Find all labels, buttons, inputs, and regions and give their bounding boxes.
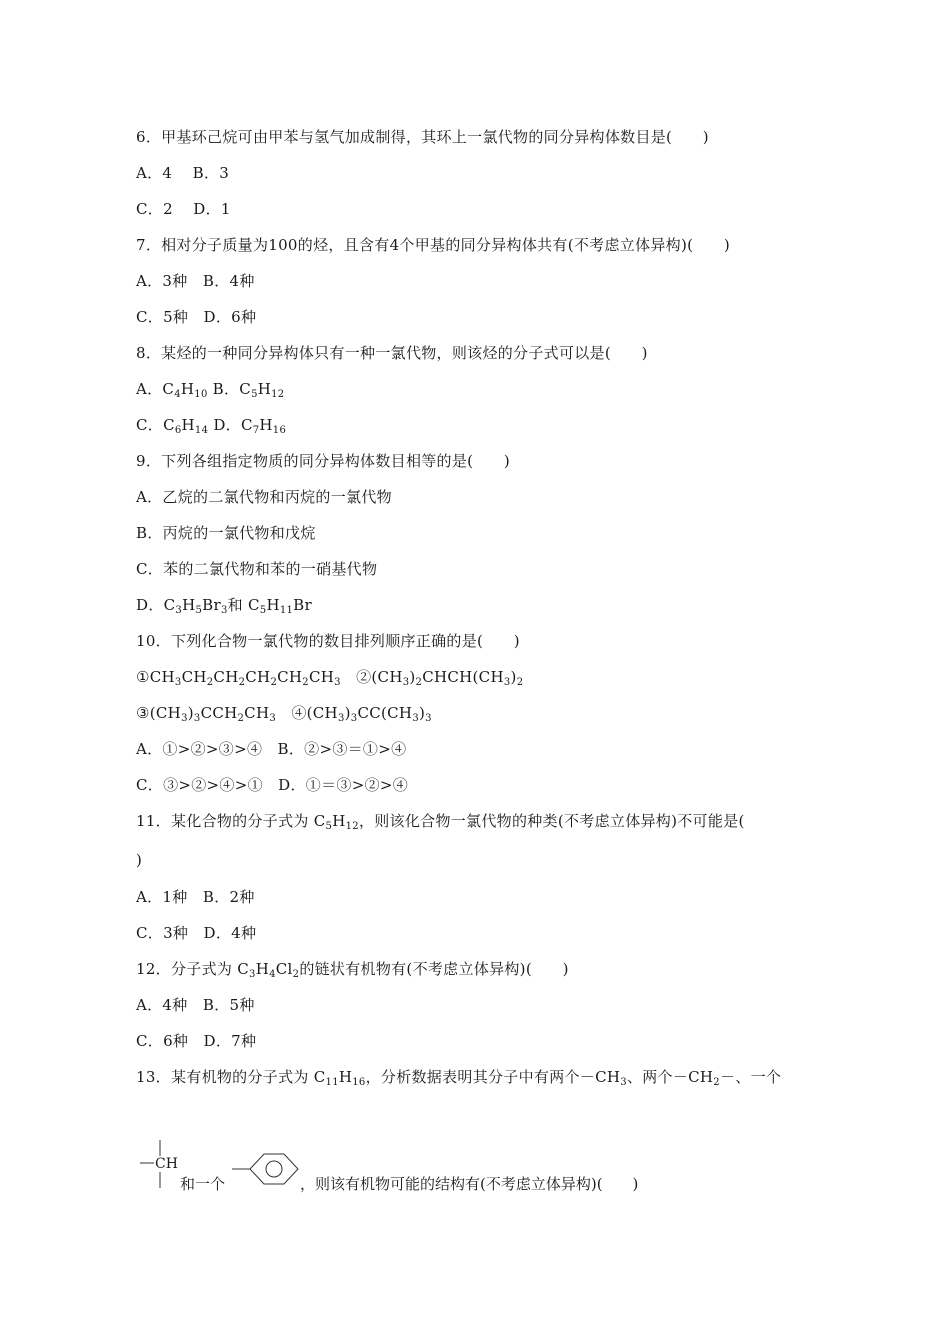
question-13-tail-text: ，则该有机物可能的结构有(不考虑立体异构)( ) <box>300 1175 639 1193</box>
question-9-option-a: A．乙烷的二氯代物和丙烷的一氯代物 <box>136 488 392 506</box>
question-13-mid-text: 和一个 <box>180 1175 226 1193</box>
ch-label: CH <box>155 1156 178 1172</box>
question-9-stem: 9．下列各组指定物质的同分异构体数目相等的是( ) <box>136 452 511 470</box>
question-8-options-ab: A．$C_4H_{10}$ B．$C_5H_{12}$ <box>136 380 285 400</box>
question-6-options-cd: C．2 D．1 <box>136 200 231 218</box>
question-10-compounds-1-2: $①CH_3CH_2CH_2CH_2CH_2CH_3$ $②(CH_3)_2CHCH(CH_3)_2$ <box>136 668 524 688</box>
question-8-options-cd: C．$C_6H_{14}$ D．$C_7H_{16}$ <box>136 416 287 436</box>
question-10-options-cd: C．③>②>④>① D．①＝③>②>④ <box>136 776 409 794</box>
question-7-stem: 7．相对分子质量为100的烃，且含有4个甲基的同分异构体共有(不考虑立体异构)( ) <box>136 236 731 254</box>
question-6-stem: 6．甲基环己烷可由甲苯与氢气加成制得，其环上一氯代物的同分异构体数目是( ) <box>136 128 709 146</box>
question-13-structure-line <box>136 1138 856 1208</box>
question-13-stem: 13．某有机物的分子式为 $C_{11}H_{16}$，分析数据表明其分子中有两个$-CH_3$、两个$-CH_2-$、一个 <box>136 1068 782 1088</box>
question-11-stem: 11．某化合物的分子式为 $C_5H_{12}$，则该化合物一氯代物的种类(不考虑立体异构)不可能是( <box>136 812 745 832</box>
question-12-options-cd: C．6种 D．7种 <box>136 1032 257 1050</box>
structure-fragments-drawing <box>136 1138 856 1208</box>
question-7-options-cd: C．5种 D．6种 <box>136 308 257 326</box>
question-11-stem-continued: ) <box>136 851 143 869</box>
question-6-options-ab: A．4 B．3 <box>136 164 230 182</box>
benzene-ring-circle <box>266 1161 282 1177</box>
question-10-compounds-3-4: $③(CH_3)_3CCH_2CH_3$ $④(CH_3)_3CC(CH_3)_3$ <box>136 704 432 724</box>
question-10-stem: 10．下列化合物一氯代物的数目排列顺序正确的是( ) <box>136 632 520 650</box>
question-11-options-ab: A．1种 B．2种 <box>136 888 255 906</box>
question-9-option-d: D．$C_3H_5Br_3$和 $C_5H_{11}Br$ <box>136 596 312 616</box>
question-11-options-cd: C．3种 D．4种 <box>136 924 257 942</box>
question-12-stem: 12．分子式为 $C_3H_4Cl_2$的链状有机物有(不考虑立体异构)( ) <box>136 960 569 980</box>
question-10-options-ab: A．①>②>③>④ B．②>③＝①>④ <box>136 740 407 758</box>
question-12-options-ab: A．4种 B．5种 <box>136 996 255 1014</box>
question-9-option-b: B．丙烷的一氯代物和戊烷 <box>136 524 316 542</box>
question-9-option-c: C．苯的二氯代物和苯的一硝基代物 <box>136 560 378 578</box>
question-8-stem: 8．某烃的一种同分异构体只有一种一氯代物，则该烃的分子式可以是( ) <box>136 344 648 362</box>
question-7-options-ab: A．3种 B．4种 <box>136 272 255 290</box>
benzene-ring <box>250 1154 298 1184</box>
